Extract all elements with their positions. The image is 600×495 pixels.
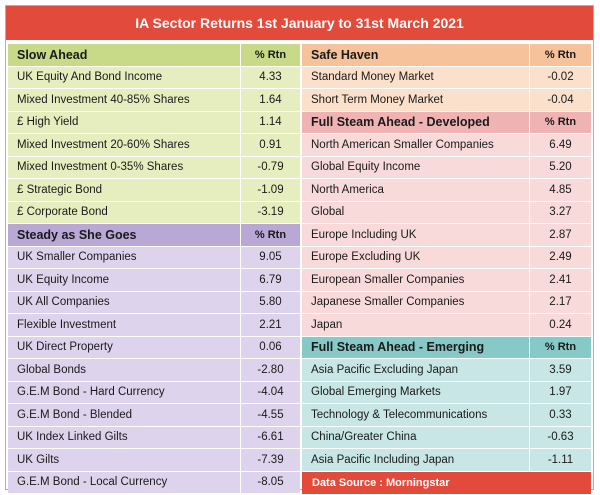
- return-column-header: % Rtn: [544, 341, 577, 354]
- sector-return: 2.21: [259, 318, 282, 331]
- sector-return: 0.24: [549, 318, 572, 331]
- sector-name: UK Direct Property: [8, 337, 241, 359]
- table-row: [8, 179, 300, 202]
- section-title: Safe Haven: [302, 44, 530, 66]
- return-column-header: % Rtn: [254, 228, 287, 241]
- sector-name: Global Bonds: [8, 359, 241, 381]
- return-column-header: % Rtn: [254, 48, 287, 61]
- data-source-note: Data Source : Morningstar: [302, 472, 591, 495]
- sector-return: -4.55: [257, 408, 284, 421]
- section-header-steady: [8, 224, 300, 247]
- table-title: IA Sector Returns 1st January to 31st March 2021: [6, 6, 593, 42]
- sector-returns-table: [5, 5, 594, 490]
- sector-name: Mixed Investment 40-85% Shares: [8, 89, 241, 111]
- sector-name: £ High Yield: [8, 112, 241, 134]
- table-row: [302, 134, 591, 157]
- table-row: [8, 112, 300, 135]
- sector-name: G.E.M Bond - Local Currency: [8, 472, 241, 494]
- sector-return: 4.85: [549, 183, 572, 196]
- sector-return: 1.97: [549, 386, 572, 399]
- sector-name: Standard Money Market: [302, 67, 530, 89]
- section-header-dev: [302, 112, 591, 135]
- section-title: Full Steam Ahead - Developed: [302, 112, 530, 134]
- table-row: [8, 202, 300, 225]
- table-row: [8, 292, 300, 315]
- sector-name: Technology & Telecommunications: [302, 404, 530, 426]
- section-header-slow: [8, 44, 300, 67]
- return-column-header: % Rtn: [544, 116, 577, 129]
- table-row: [302, 382, 591, 405]
- table-row: [8, 269, 300, 292]
- sector-return: 1.64: [259, 93, 282, 106]
- table-row: [302, 404, 591, 427]
- sector-name: UK Equity And Bond Income: [8, 67, 241, 89]
- table-row: [302, 67, 591, 90]
- table-row: [302, 359, 591, 382]
- table-row: [302, 427, 591, 450]
- sector-name: Europe Excluding UK: [302, 247, 530, 269]
- table-row: [302, 89, 591, 112]
- sector-name: North American Smaller Companies: [302, 134, 530, 156]
- table-row: [8, 404, 300, 427]
- table-row: [8, 67, 300, 90]
- sector-name: Global Emerging Markets: [302, 382, 530, 404]
- section-title: Slow Ahead: [8, 44, 241, 66]
- table-row: [8, 449, 300, 472]
- table-row: [8, 89, 300, 112]
- section-header-emg: [302, 337, 591, 360]
- sector-return: 2.49: [549, 251, 572, 264]
- sector-return: -1.09: [257, 183, 284, 196]
- sector-name: Asia Pacific Excluding Japan: [302, 359, 530, 381]
- sector-name: £ Corporate Bond: [8, 202, 241, 224]
- table-row: [302, 247, 591, 270]
- sector-return: 3.27: [549, 206, 572, 219]
- sector-return: -2.80: [257, 363, 284, 376]
- sector-return: 2.41: [549, 273, 572, 286]
- sector-return: 5.80: [259, 296, 282, 309]
- sector-name: Short Term Money Market: [302, 89, 530, 111]
- sector-name: Flexible Investment: [8, 314, 241, 336]
- sector-name: UK All Companies: [8, 292, 241, 314]
- sector-name: Mixed Investment 20-60% Shares: [8, 134, 241, 156]
- table-row: [302, 292, 591, 315]
- sector-name: UK Equity Income: [8, 269, 241, 291]
- sector-return: 4.33: [259, 71, 282, 84]
- table-row: [302, 314, 591, 337]
- sector-name: Global: [302, 202, 530, 224]
- sector-return: -0.04: [547, 93, 574, 106]
- table-row: [8, 382, 300, 405]
- table-row: [8, 472, 300, 495]
- table-row: [8, 157, 300, 180]
- table-row: [302, 202, 591, 225]
- sector-return: 3.59: [549, 363, 572, 376]
- sector-return: 1.14: [259, 116, 282, 129]
- table-row: [8, 337, 300, 360]
- sector-name: Mixed Investment 0-35% Shares: [8, 157, 241, 179]
- sector-return: -1.11: [547, 453, 574, 466]
- sector-return: -3.19: [257, 206, 284, 219]
- sector-return: 9.05: [259, 251, 282, 264]
- sector-name: Japanese Smaller Companies: [302, 292, 530, 314]
- sector-name: Asia Pacific Including Japan: [302, 449, 530, 471]
- sector-return: -7.39: [257, 453, 284, 466]
- section-header-safe: [302, 44, 591, 67]
- table-row: [302, 224, 591, 247]
- section-title: Steady as She Goes: [8, 224, 241, 246]
- sector-name: Japan: [302, 314, 530, 336]
- sector-name: £ Strategic Bond: [8, 179, 241, 201]
- sector-name: China/Greater China: [302, 427, 530, 449]
- table-row: [302, 179, 591, 202]
- table-row: [302, 449, 591, 472]
- sector-return: 2.87: [549, 228, 572, 241]
- sector-return: -0.79: [257, 161, 284, 174]
- return-column-header: % Rtn: [544, 48, 577, 61]
- sector-return: 2.17: [549, 296, 572, 309]
- table-row: [8, 314, 300, 337]
- sector-return: -4.04: [257, 386, 284, 399]
- sector-name: UK Gilts: [8, 449, 241, 471]
- table-row: [302, 157, 591, 180]
- sector-name: G.E.M Bond - Blended: [8, 404, 241, 426]
- left-column: [8, 44, 300, 494]
- table-row: [8, 247, 300, 270]
- sector-name: Europe Including UK: [302, 224, 530, 246]
- sector-return: 0.06: [259, 341, 282, 354]
- sector-return: -6.61: [257, 431, 284, 444]
- sector-name: UK Index Linked Gilts: [8, 427, 241, 449]
- sector-return: 5.20: [549, 161, 572, 174]
- sector-return: 0.33: [549, 408, 572, 421]
- table-row: [302, 269, 591, 292]
- section-title: Full Steam Ahead - Emerging: [302, 337, 530, 359]
- sector-return: -0.63: [547, 431, 574, 444]
- sector-return: 0.91: [259, 138, 282, 151]
- table-row: [8, 359, 300, 382]
- sector-name: Global Equity Income: [302, 157, 530, 179]
- sector-return: -8.05: [257, 476, 284, 489]
- sector-name: European Smaller Companies: [302, 269, 530, 291]
- right-column: [302, 44, 591, 494]
- sector-name: UK Smaller Companies: [8, 247, 241, 269]
- table-row: [8, 427, 300, 450]
- sector-name: North America: [302, 179, 530, 201]
- sector-return: 6.49: [549, 138, 572, 151]
- sector-return: -0.02: [547, 71, 574, 84]
- table-row: [8, 134, 300, 157]
- sector-name: G.E.M Bond - Hard Currency: [8, 382, 241, 404]
- sector-return: 6.79: [259, 273, 282, 286]
